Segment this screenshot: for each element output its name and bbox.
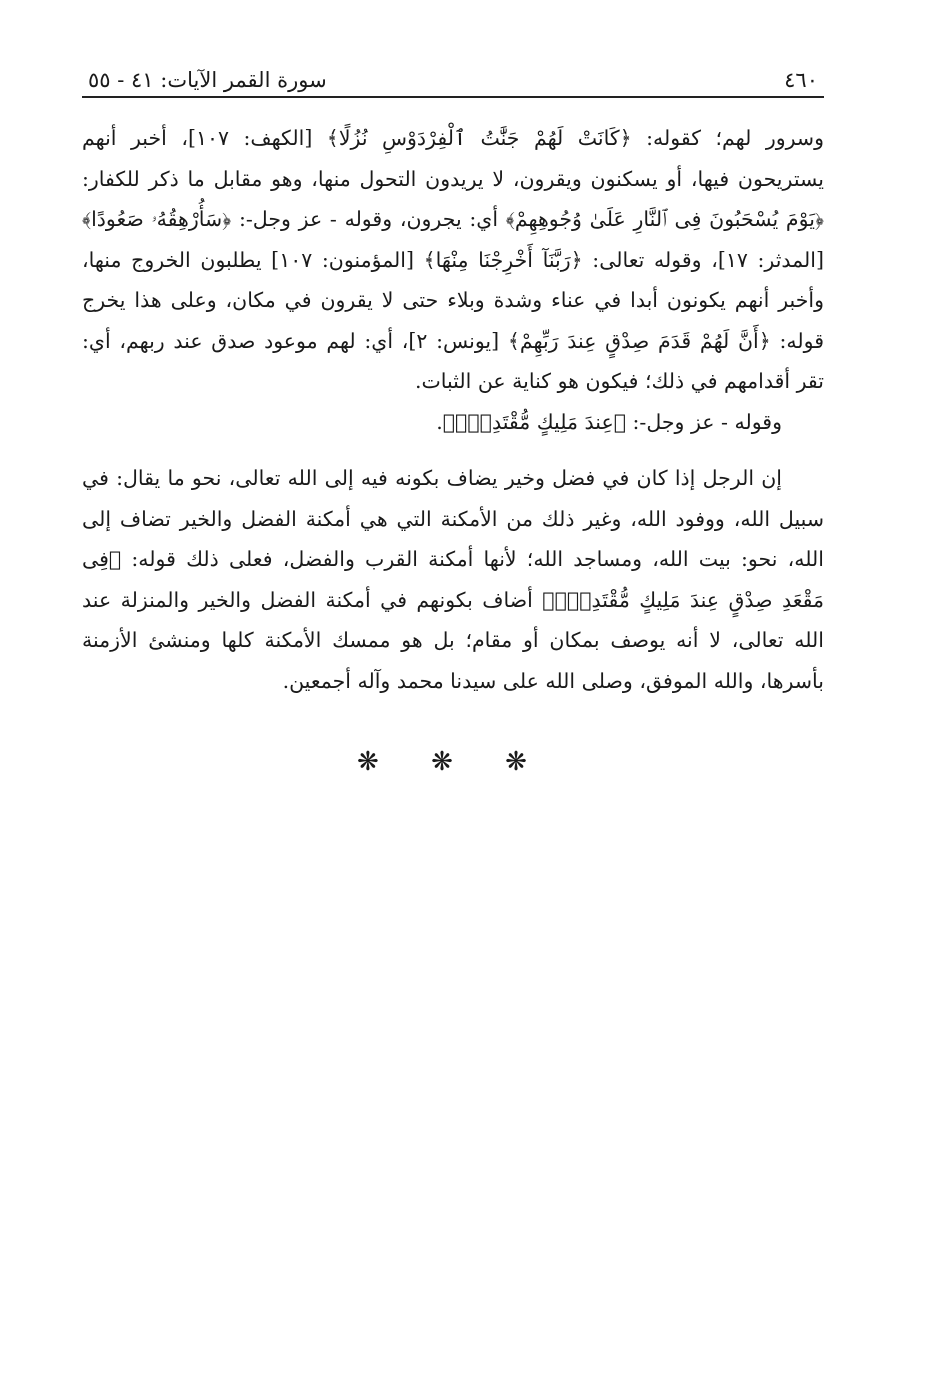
section-separator: ❋ ❋ ❋ xyxy=(357,747,549,777)
running-title: سورة القمر الآيات: ٤١ - ٥٥ xyxy=(88,68,327,92)
paragraph-3: إن الرجل إذا كان في فضل وخير يضاف بكونه فيه إلى الله تعالى، نحو ما يقال: في سبيل الله، ووفود الله، وغير ذلك من الأمكنة التي هي أمكنة الفضل والخير تضاف إلى الله، نحو: بيت الله، ومساجد الله؛ لأنها أمكنة القرب والفضل، فعلى ذلك قوله: ﴿فِى مَقْعَدِ صِدْقٍ عِندَ مَلِيكٍ مُّقْتَدِرٍۭ﴾ أضاف بكونهم في أمكنة الفضل والخير والمنزلة عند الله تعالى، لا أنه يوصف بمكان أو مقام؛ بل هو ممسك الأمكنة كلها ومنشئ الأزمنة بأسرها، والله الموفق، وصلى الله على سيدنا محمد وآله أجمعين. xyxy=(82,466,824,693)
page-number: ٤٦٠ xyxy=(784,68,818,92)
running-head xyxy=(82,52,824,96)
page xyxy=(82,52,824,777)
header-rule xyxy=(82,96,824,98)
paragraph-1: وسرور لهم؛ كقوله: ﴿كَانَتْ لَهُمْ جَنَّٰتُ ٱلْفِرْدَوْسِ نُزُلًا﴾ [الكهف: ١٠٧]، أخبر أنهم يستريحون فيها، أو يسكنون ويقرون، لا يريدون التحول منها، وهو مقابل ما ذكر للكفار: ﴿يَوْمَ يُسْحَبُونَ فِى ٱلنَّارِ عَلَىٰ وُجُوهِهِمْ﴾ أي: يجرون، وقوله - عز وجل-: ﴿سَأُرْهِقُهُۥ صَعُودًا﴾ [المدثر: ١٧]، وقوله تعالى: ﴿رَبَّنَآ أَخْرِجْنَا مِنْهَا﴾ [المؤمنون: ١٠٧] يطلبون الخروج منها، وأخبر أنهم يكونون أبدا في عناء وشدة وبلاء حتى لا يقرون في مكان، وعلى هذا يخرج قوله: ﴿أَنَّ لَهُمْ قَدَمَ صِدْقٍ عِندَ رَبِّهِمْ﴾ [يونس: ٢]، أي: لهم موعود صدق عند ربهم، أي: تقر أقدامهم في ذلك؛ فيكون هو كناية عن الثبات. xyxy=(82,126,824,393)
body-text xyxy=(82,118,824,701)
paragraph-2: وقوله - عز وجل-: ﴿عِندَ مَلِيكٍ مُّقْتَدِرٍۭ﴾. xyxy=(436,409,782,434)
